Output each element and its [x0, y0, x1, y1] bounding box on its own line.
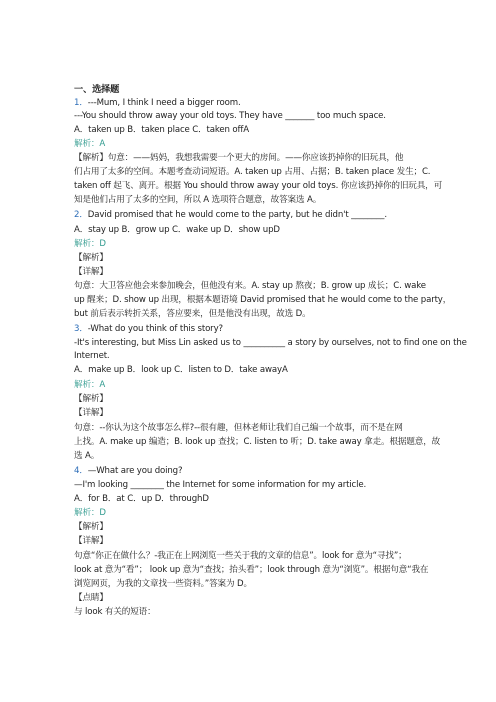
question-1-stem-2: ---You should throw away your old toys. They have _______ too much space. — [74, 111, 386, 121]
explanation-line: 【解析】句意：——妈妈，我想我需要一个更大的房间。——你应该扔掉你的旧玩具，他 — [74, 153, 404, 163]
question-3-stem-3: Internet. — [74, 351, 110, 361]
question-4-answer: 解析：D — [74, 508, 106, 518]
question-4-options: A．for B．at C．up D．throughD — [74, 494, 209, 504]
question-number: 1． — [74, 98, 88, 108]
question-1-options: A．taken up B．taken place C．taken offA — [74, 125, 249, 135]
question-number: 3． — [74, 324, 88, 334]
answer-mark: A — [243, 125, 249, 135]
explanation-line: 句意：大卫答应他会来参加晚会，但他没有来。A. stay up 熬夜；B. grow up 成长；C. wake — [74, 281, 426, 291]
detail-label: 【详解】 — [74, 536, 108, 546]
explanation-line: 句意“你正在做什么？-我正在上网浏览一些关于我的文章的信息”。look for 意为“寻找”； — [74, 551, 407, 561]
question-2-stem: 2．David promised that he would come to the party, but he didn't ________. — [74, 210, 387, 220]
explanation-line: taken off 起飞、离开。根据 You should throw away your old toys. 你应该扔掉你的旧玩具，可 — [74, 181, 443, 191]
note-line: 与 look 有关的短语： — [74, 607, 156, 617]
explanation-line: but 前后表示转折关系，答应要来，但是他没有出现，故选 D。 — [74, 309, 311, 319]
question-3-stem-2: -It's interesting, but Miss Lin asked us to __________ a story by ourselves, not to find one on the — [74, 338, 467, 348]
explanation-line: 句意：--你认为这个故事怎么样?--很有趣，但林老师让我们自己编一个故事，而不是在网 — [74, 423, 403, 433]
question-1-answer: 解析：A — [74, 139, 106, 149]
question-number: 2． — [74, 210, 88, 220]
analysis-label: 【解析】 — [74, 522, 108, 532]
question-3-options: A．make up B．look up C．listen to D．take awayA — [74, 365, 288, 375]
answer-mark: D — [273, 225, 280, 235]
explanation-line: 知是他们占用了太多的空间，所以 A 选项符合题意，故答案选 A。 — [74, 195, 322, 205]
question-2-answer: 解析：D — [74, 239, 106, 249]
question-3-answer: 解析：A — [74, 380, 106, 390]
detail-label: 【详解】 — [74, 267, 108, 277]
question-1-stem: 1．---Mum, I think I need a bigger room. — [74, 98, 241, 108]
question-3-stem: 3．-What do you think of this story? — [74, 324, 223, 334]
section-title: 一、选择题 — [74, 84, 120, 95]
question-number: 4． — [74, 466, 88, 476]
analysis-label: 【解析】 — [74, 394, 108, 404]
explanation-line: 上找。A. make up 编造；B. look up 查找；C. listen to 听；D. take away 拿走。根据题意，故 — [74, 437, 441, 447]
tip-label: 【点睛】 — [74, 593, 108, 603]
question-4-stem: 4．—What are you doing? — [74, 466, 183, 476]
answer-mark: D — [202, 494, 209, 504]
explanation-line: 们占用了太多的空间。本题考查动词短语。A. taken up 占用、占据；B. taken place 发生；C. — [74, 167, 431, 177]
analysis-label: 【解析】 — [74, 253, 108, 263]
question-2-options: A．stay up B．grow up C．wake up D．show upD — [74, 225, 280, 235]
question-4-stem-2: —I'm looking ________ the Internet for some information for my article. — [74, 480, 367, 490]
explanation-line: 选 A。 — [74, 451, 100, 461]
explanation-line: look at 意为“看”； look up 意为“查找；抬头看”；look through 意为“浏览”。根据句意“我在 — [74, 565, 429, 575]
explanation-line: up 醒来；D. show up 出现，根据本题语境 David promised that he would come to the party， — [74, 295, 452, 305]
explanation-line: 浏览网页，为我的文章找一些资料。”答案为 D。 — [74, 579, 252, 589]
answer-mark: A — [281, 365, 288, 375]
detail-label: 【详解】 — [74, 408, 108, 418]
